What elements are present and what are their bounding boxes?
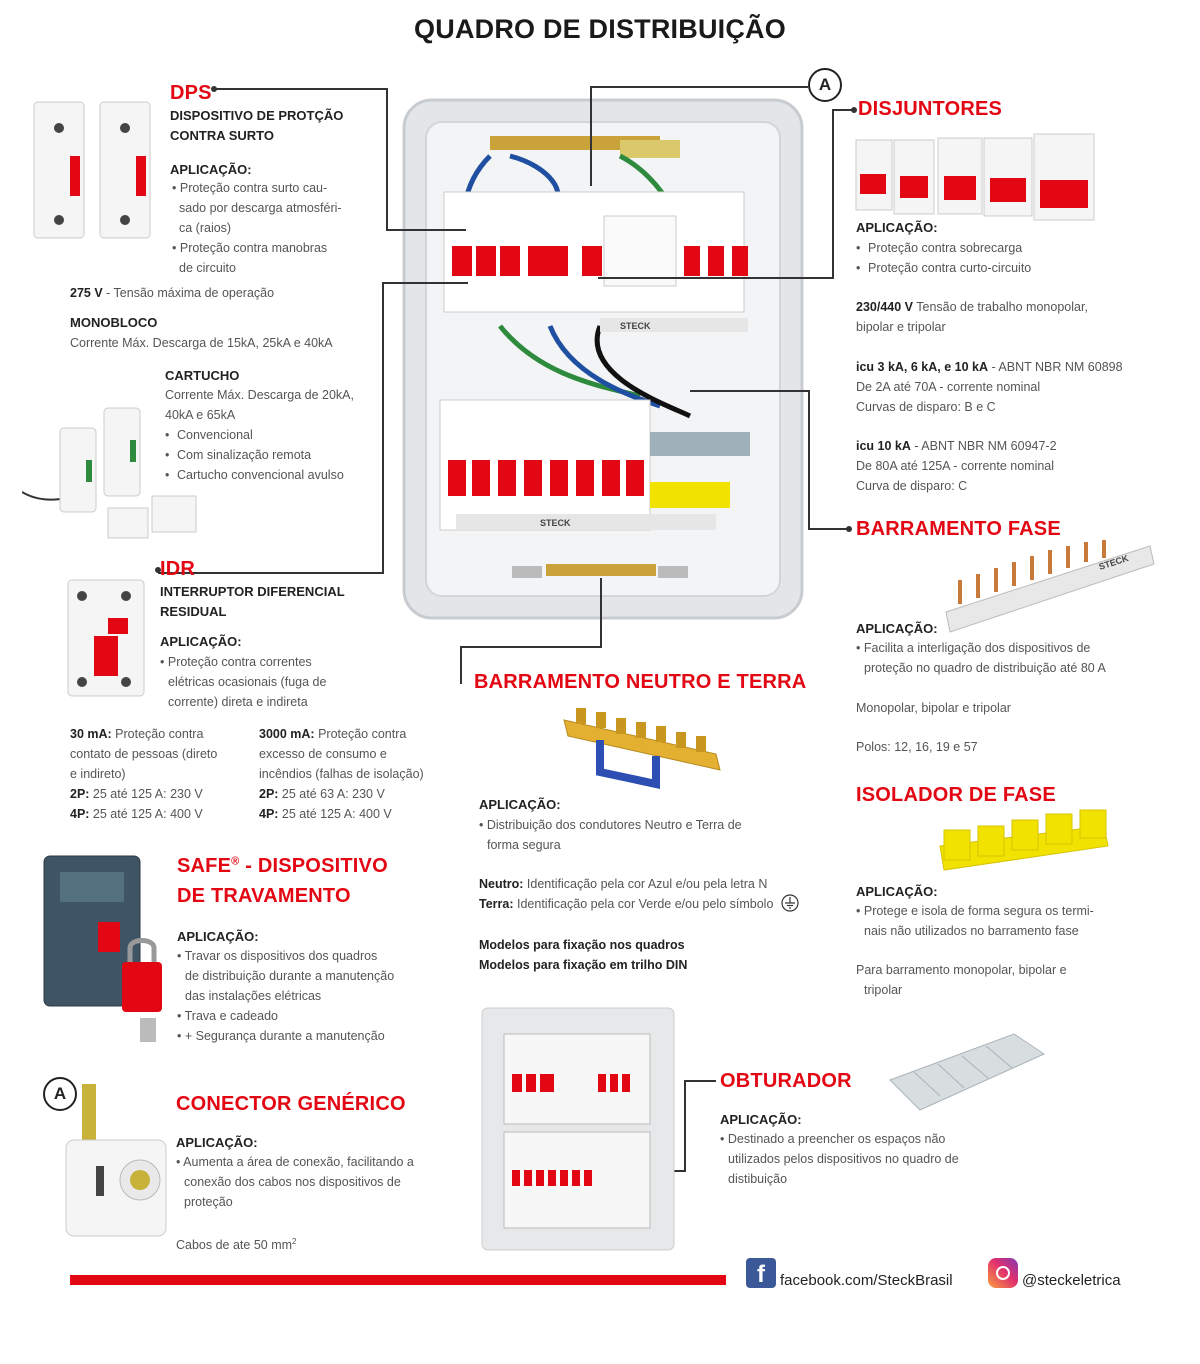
obturador-heading: OBTURADOR: [720, 1070, 852, 1092]
isolador-application-label: APLICAÇÃO:: [856, 884, 938, 899]
models-line-2: Modelos para fixação em trilho DIN: [479, 958, 688, 972]
board-brand-lower: STECK: [540, 518, 571, 528]
marker-a-board: A: [808, 68, 842, 102]
idr-leader-line-end: [382, 282, 468, 284]
safe-app-line: das instalações elétricas: [185, 989, 322, 1003]
disjuntores-icu-2: icu 10 kA - ABNT NBR NM 60947-2: [856, 439, 1057, 453]
safe-app-line: • Travar os dispositivos dos quadros: [177, 949, 378, 963]
idr-3000ma-block: [259, 724, 459, 824]
idr-30ma-line: e indireto): [70, 767, 126, 781]
idr-30ma-block: [70, 724, 250, 824]
list-item: • Proteção contra curto-circuito: [856, 258, 1031, 278]
disjuntores-leader-line: [832, 109, 854, 111]
dps-application-label: APLICAÇÃO:: [170, 162, 252, 177]
conector-app-line: proteção: [184, 1195, 233, 1209]
ground-symbol-icon: [781, 894, 799, 912]
instagram-icon[interactable]: [988, 1258, 1018, 1288]
idr-product-image: [64, 576, 148, 700]
conector-cable-note: Cabos de ate 50 $mm^2$: [176, 1237, 297, 1253]
neutro-terra-app-line: • Distribuição dos condutores Neutro e Terra de: [479, 818, 742, 832]
barramento-fase-image: [940, 536, 1160, 640]
idr-30ma-line: contato de pessoas (direto: [70, 747, 218, 761]
conector-product-image: [62, 1080, 172, 1240]
idr-subtitle-2: RESIDUAL: [160, 604, 227, 619]
idr-3000ma-line: incêndios (falhas de isolação): [259, 767, 424, 781]
safe-app-line: • + Segurança durante a manutenção: [177, 1029, 385, 1043]
disjuntores-icu-1-line3: Curvas de disparo: B e C: [856, 400, 996, 414]
fase-leader-line-v: [808, 390, 810, 530]
dps-subtitle-1: DISPOSITIVO DE PROTÇÃO: [170, 108, 344, 123]
idr-heading: IDR: [160, 558, 196, 580]
isolador-app-line: nais não utilizados no barramento fase: [864, 924, 1079, 938]
disjuntores-product-image: [850, 130, 1100, 230]
conector-heading: CONECTOR GENÉRICO: [176, 1093, 406, 1115]
idr-3000ma-line: 3000 mA: Proteção contra: [259, 727, 407, 741]
neutro-identification: Neutro: Identificação pela cor Azul e/ou pela letra N: [479, 877, 768, 891]
dps-application-list: [172, 178, 382, 278]
disjuntores-leader-line-v: [832, 109, 834, 279]
fase-leader-line: [690, 390, 810, 392]
conector-app-line: conexão dos cabos nos dispositivos de: [184, 1175, 401, 1189]
barramento-fase-application-list: [856, 638, 1106, 678]
dps-leader-line-end: [386, 229, 466, 231]
idr-leader-line-v: [382, 282, 384, 574]
neutro-terra-application-label: APLICAÇÃO:: [479, 797, 561, 812]
safe-application-label: APLICAÇÃO:: [177, 929, 259, 944]
idr-3000ma-2p: 2P: 25 até 63 A: 230 V: [259, 787, 385, 801]
facebook-icon[interactable]: f: [746, 1258, 776, 1288]
list-item: • Com sinalização remota: [165, 445, 344, 465]
fase-leader-line-end: [808, 528, 848, 530]
idr-application-list: [160, 652, 326, 712]
obturador-leader-line-v: [684, 1080, 686, 1172]
idr-subtitle-1: INTERRUPTOR DIFERENCIAL: [160, 584, 345, 599]
neutro-leader-line-v: [600, 578, 602, 648]
idr-30ma-2p: 2P: 25 até 125 A: 230 V: [70, 787, 203, 801]
instagram-link[interactable]: @steckeletrica: [1022, 1272, 1121, 1289]
barramento-fase-polos: Polos: 12, 16, 19 e 57: [856, 740, 978, 754]
idr-app-line: • Proteção contra correntes: [160, 655, 312, 669]
conector-app-line: • Aumenta a área de conexão, facilitando a: [176, 1155, 414, 1169]
obturador-app-line: distibuição: [728, 1172, 788, 1186]
barramento-fase-application-label: APLICAÇÃO:: [856, 621, 938, 636]
disjuntores-heading: DISJUNTORES: [858, 98, 1003, 120]
idr-30ma-line: 30 mA: Proteção contra: [70, 727, 204, 741]
neutro-terra-application-list: [479, 815, 742, 855]
obturador-app-line: • Destinado a preencher os espaços não: [720, 1132, 946, 1146]
board-brand-upper: STECK: [620, 321, 651, 331]
idr-3000ma-4p: 4P: 25 até 125 A: 400 V: [259, 807, 392, 821]
neutro-terra-heading: BARRAMENTO NEUTRO E TERRA: [474, 671, 807, 693]
disjuntores-icu-1: icu 3 kA, 6 kA, e 10 kA - ABNT NBR NM 60898: [856, 360, 1123, 374]
idr-app-line: corrente) direta e indireta: [168, 695, 308, 709]
dps-leader-line: [214, 88, 388, 90]
dps-subtitle-2: CONTRA SURTO: [170, 128, 274, 143]
neutro-leader-line-down: [460, 646, 462, 684]
dps-app-line: ca (raios): [179, 221, 232, 235]
dps-product-image: [28, 96, 158, 246]
list-item: • Proteção contra sobrecarga: [856, 238, 1031, 258]
obturador-panel-image: [478, 1004, 678, 1254]
conector-application-list: [176, 1152, 414, 1212]
idr-application-label: APLICAÇÃO:: [160, 634, 242, 649]
obturador-application-label: APLICAÇÃO:: [720, 1112, 802, 1127]
distribution-board-illustration: [400, 96, 810, 626]
list-item: • Convencional: [165, 425, 344, 445]
dps-cartucho-label: CARTUCHO: [165, 368, 240, 383]
footer-red-bar: [70, 1275, 726, 1285]
barramento-fase-app-line: • Facilita a interligação dos dispositivos de: [856, 641, 1091, 655]
neutro-terra-image: [560, 700, 730, 790]
neutro-terra-app-line: forma segura: [487, 838, 561, 852]
dps-cartucho-text-2: 40kA e 65kA: [165, 408, 236, 422]
dps-cartucho-text-1: Corrente Máx. Descarga de 20kA,: [165, 388, 354, 402]
disjuntores-application-label: APLICAÇÃO:: [856, 220, 938, 235]
barramento-fase-poles: Monopolar, bipolar e tripolar: [856, 701, 1011, 715]
dps-app-line: • Proteção contra surto cau-: [172, 181, 328, 195]
safe-lockout-image: [40, 852, 180, 1052]
a-marker-leader-line: [590, 86, 808, 88]
facebook-link[interactable]: facebook.com/SteckBrasil: [780, 1272, 953, 1289]
safe-application-list: [177, 946, 394, 1046]
barramento-fase-app-line: proteção no quadro de distribuição até 80 A: [864, 661, 1106, 675]
disjuntores-voltage-2: bipolar e tripolar: [856, 320, 946, 334]
isolador-app-line: • Protege e isola de forma segura os termi-: [856, 904, 1094, 918]
obturador-application-list: [720, 1129, 959, 1189]
safe-heading-1: SAFE® - DISPOSITIVO: [177, 855, 388, 877]
obturador-leader-line-end: [684, 1080, 716, 1082]
cartucho-product-image: [22, 404, 202, 544]
isolador-note-2: tripolar: [864, 983, 903, 997]
idr-app-line: elétricas ocasionais (fuga de: [168, 675, 327, 689]
dps-monobloco-label: MONOBLOCO: [70, 315, 158, 330]
isolador-application-list: [856, 901, 1094, 941]
dps-app-line: • Proteção contra manobras: [172, 241, 328, 255]
conector-application-label: APLICAÇÃO:: [176, 1135, 258, 1150]
disjuntores-voltage: 230/440 V Tensão de trabalho monopolar,: [856, 300, 1088, 314]
dps-heading: DPS: [170, 82, 212, 104]
fase-leader-dot: [846, 526, 852, 532]
models-line-1: Modelos para fixação nos quadros: [479, 938, 685, 952]
dps-app-line: de circuito: [179, 261, 236, 275]
neutro-leader-line: [460, 646, 602, 648]
barramento-fase-brand: STECK: [1097, 552, 1130, 572]
disjuntores-leader-line-end: [598, 277, 834, 279]
safe-app-line: de distribuição durante a manutenção: [185, 969, 395, 983]
isolador-note-1: Para barramento monopolar, bipolar e: [856, 963, 1067, 977]
dps-monobloco-text: Corrente Máx. Descarga de 15kA, 25kA e 40kA: [70, 336, 333, 350]
disjuntores-icu-1-line2: De 2A até 70A - corrente nominal: [856, 380, 1041, 394]
safe-heading-2: DE TRAVAMENTO: [177, 885, 351, 907]
disjuntores-application-list: [856, 238, 1031, 278]
dps-voltage: 275 V - Tensão máxima de operação: [70, 286, 275, 300]
idr-3000ma-line: excesso de consumo e: [259, 747, 387, 761]
list-item: • Cartucho convencional avulso: [165, 465, 344, 485]
safe-app-line: • Trava e cadeado: [177, 1009, 278, 1023]
a-marker-leader-line-v: [590, 86, 592, 186]
dps-leader-line-v: [386, 88, 388, 230]
barramento-fase-heading: BARRAMENTO FASE: [856, 518, 1061, 540]
obturador-piece-image: [884, 1030, 1050, 1116]
isolador-heading: ISOLADOR DE FASE: [856, 784, 1056, 806]
isolador-image: [934, 806, 1114, 886]
page-title: QUADRO DE DISTRIBUIÇÃO: [414, 14, 786, 44]
disjuntores-icu-2-line2: De 80A até 125A - corrente nominal: [856, 459, 1055, 473]
dps-app-line: sado por descarga atmosféri-: [179, 201, 342, 215]
marker-a-conector: A: [43, 1077, 77, 1111]
terra-identification: Terra: Identificação pela cor Verde e/ou pelo símbolo: [479, 894, 799, 914]
obturador-app-line: utilizados pelos dispositivos no quadro de: [728, 1152, 959, 1166]
disjuntores-icu-2-line3: Curva de disparo: C: [856, 479, 968, 493]
idr-30ma-4p: 4P: 25 até 125 A: 400 V: [70, 807, 203, 821]
